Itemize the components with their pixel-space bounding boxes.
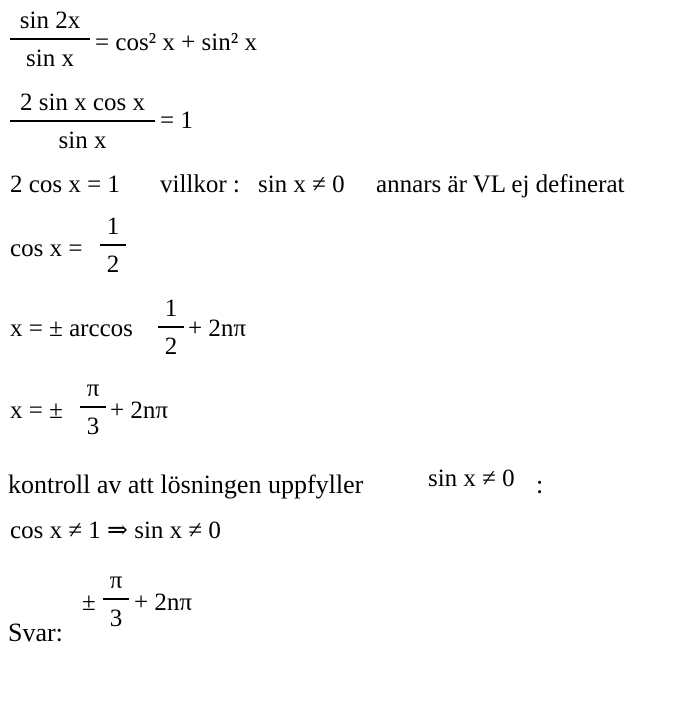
fraction-1-numerator: sin 2x <box>19 7 81 34</box>
equation-5-rhs: + 2nπ <box>188 315 246 342</box>
check-text: kontroll av att lösningen uppfyller <box>8 470 364 499</box>
fraction-5-numerator: 1 <box>164 295 178 322</box>
equation-4-lhs: cos x = <box>10 235 83 262</box>
fraction-2 <box>10 90 155 153</box>
equation-3-main: 2 cos x = 1 <box>10 171 120 198</box>
condition-note: annars är VL ej definerat <box>376 171 625 198</box>
check-colon: : <box>536 470 544 499</box>
answer-fraction-numerator: π <box>109 567 123 594</box>
fraction-4-denominator: 2 <box>106 250 120 278</box>
condition-expression: sin x ≠ 0 <box>258 171 345 198</box>
fraction-6-numerator: π <box>86 375 100 402</box>
fraction-5 <box>158 296 184 359</box>
equation-6-lhs: x = ± <box>10 397 63 424</box>
implication: cos x ≠ 1 ⇒ sin x ≠ 0 <box>10 517 221 544</box>
fraction-2-numerator: 2 sin x cos x <box>20 89 145 116</box>
equation-6-rhs: + 2nπ <box>110 397 168 424</box>
answer-fraction-denominator: 3 <box>109 604 123 632</box>
fraction-5-denominator: 2 <box>164 332 178 360</box>
fraction-6-denominator: 3 <box>86 412 100 440</box>
answer-rhs: + 2nπ <box>134 589 192 616</box>
fraction-1-denominator: sin x <box>26 44 74 72</box>
fraction-6 <box>80 376 106 439</box>
equation-1-rhs: = cos² x + sin² x <box>95 29 257 56</box>
fraction-4-numerator: 1 <box>106 213 120 240</box>
check-condition: sin x ≠ 0 <box>428 465 515 492</box>
condition-label: villkor : <box>160 171 240 198</box>
equation-2-rhs: = 1 <box>160 107 193 134</box>
fraction-2-denominator: sin x <box>58 126 107 154</box>
answer-prefix: ± <box>82 589 96 616</box>
fraction-1 <box>10 8 90 71</box>
equation-5-lhs: x = ± arccos <box>10 315 133 342</box>
answer-label: Svar: <box>8 618 63 647</box>
answer-fraction <box>103 568 129 631</box>
fraction-4 <box>100 214 126 277</box>
